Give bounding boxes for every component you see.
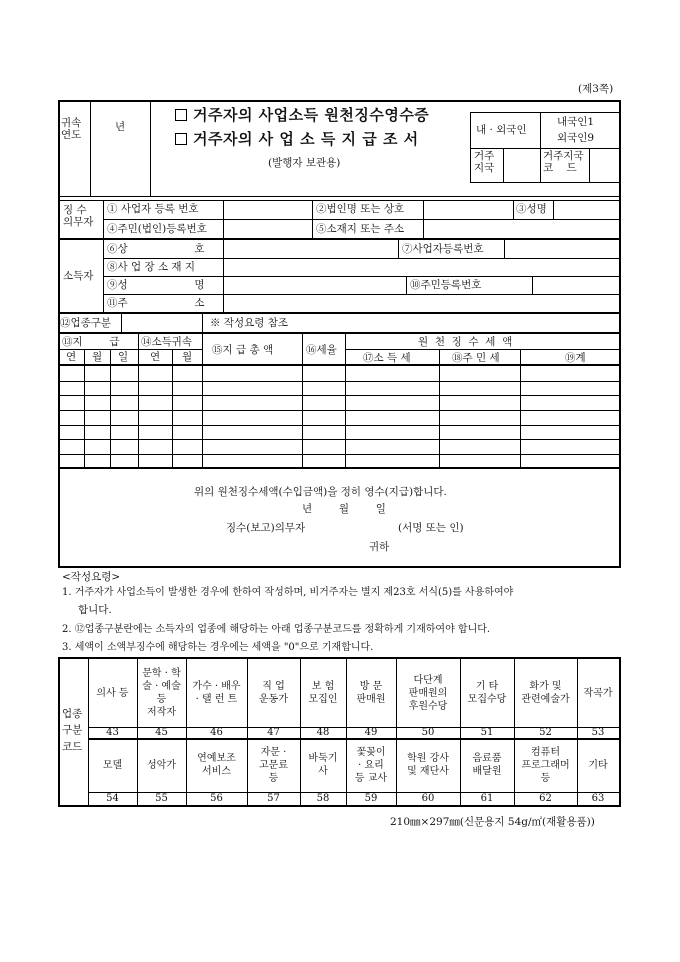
receipt-checkbox[interactable]: [175, 109, 187, 121]
earner-bizaddr-label: ⑧사 업 장 소 재 지: [107, 261, 196, 273]
confirm-recipient: 귀하: [369, 541, 390, 553]
frame-top: [58, 100, 621, 102]
industry-code: 54: [106, 793, 119, 804]
withholder-regno-label: ④주민(법인)등록번호: [107, 223, 207, 235]
industry-code: 46: [210, 727, 223, 738]
industry-code: 58: [316, 793, 330, 804]
industry-note: ※ 작성요령 참조: [210, 317, 289, 329]
withholder-address-label: ⑤소재지 또는 주소: [316, 223, 405, 235]
industry-code: 56: [210, 793, 223, 804]
form-footer: 210㎜×297㎜(신문용지 54g/㎡(재활용품)): [390, 816, 595, 828]
industry-name: 문학 · 학 술 · 예술 등 저작자: [142, 668, 181, 718]
confirm-date: 년 월 일: [302, 503, 386, 515]
withholder-bizno-label: ① 사업자 등록 번호: [107, 203, 199, 215]
instruction-2: 2. ⑫업종구분란에는 소득자의 업종에 해당하는 아래 업종구분코드를 정확하게 기재하여야 합니다.: [62, 624, 491, 635]
title-receipt[interactable]: 거주자의 사업소득 원천징수영수증: [175, 104, 429, 125]
industry-code: 61: [480, 793, 494, 804]
code-table-label: 업종 구분 코드: [62, 708, 83, 753]
withholder-name-label: ③성명: [516, 203, 547, 215]
col-day: 일: [118, 351, 129, 363]
withholder-corpname-label: ②법인명 또는 상호: [316, 203, 405, 215]
earner-address-label: ⑪주 소: [107, 297, 205, 309]
nationality-domestic[interactable]: 내국인1: [557, 116, 595, 128]
year-unit: 년: [115, 121, 126, 133]
col-income-period: ⑭소득귀속: [141, 336, 193, 348]
instruction-1: 1. 거주자가 사업소득이 발생한 경우에 한하여 작성하며, 비거주자는 별지 제23호 서식(5)를 사용하여야: [62, 587, 514, 598]
instructions-heading: <작성요령>: [62, 571, 121, 583]
industry-name: 바둑기 사: [308, 753, 338, 777]
industry-name: 연예보조 서비스: [197, 753, 236, 777]
col-local-tax: ⑱주 민 세: [452, 352, 500, 364]
col-total-amount: ⑮지 급 총 액: [212, 344, 274, 356]
industry-code: 43: [106, 727, 119, 738]
industry-code: 51: [480, 727, 494, 738]
nationality-label: 내 · 외국인: [476, 124, 527, 136]
col-month: 월: [92, 351, 103, 363]
industry-name: 성악가: [147, 759, 176, 771]
industry-name: 직 업 운동가: [259, 681, 288, 705]
col-payment-date: ⑬지 급: [62, 336, 120, 348]
residence-country-label: 거주 지국: [474, 150, 495, 175]
industry-name: 다단계 판매원의 후원수당: [408, 674, 448, 712]
industry-name: 모델: [102, 759, 123, 771]
industry-label: ⑫업종구분: [60, 317, 112, 329]
industry-name: 화가 및 관련예술가: [521, 681, 570, 705]
industry-code: 47: [267, 727, 280, 738]
industry-code: 57: [267, 793, 280, 804]
industry-code: 55: [155, 793, 168, 804]
nationality-foreign[interactable]: 외국인9: [557, 132, 595, 144]
industry-name: 작곡가: [583, 687, 613, 699]
statement-checkbox[interactable]: [175, 133, 187, 145]
earner-name-label: ⑨성 명: [107, 279, 205, 291]
industry-code: 48: [316, 727, 330, 738]
col-attr-month: 월: [182, 351, 193, 363]
earner-bizno-label: ⑦사업자등록번호: [402, 243, 484, 255]
earner-regno-label: ⑩주민등록번호: [410, 279, 482, 291]
industry-name: 기타: [588, 759, 608, 771]
residence-code-label: 거주지국 코 드: [543, 150, 584, 175]
industry-name: 꽃꽂이 · 요리 등 교사: [354, 746, 388, 784]
industry-name: 자문 · 고문료 등: [259, 746, 288, 784]
industry-code: 53: [591, 727, 605, 738]
industry-code: 59: [364, 793, 378, 804]
year-label: 귀속 연도: [61, 117, 82, 142]
title-statement[interactable]: 거주자의 사 업 소 득 지 급 조 서: [175, 128, 419, 149]
industry-name: 학원 강사 및 재단사: [407, 753, 449, 777]
industry-name: 보 험 모집인: [308, 681, 338, 705]
industry-code: 49: [364, 727, 378, 738]
col-withholding-tax: 원 천 징 수 세 액: [418, 336, 513, 348]
industry-name: 컴퓨터 프로그래머 등: [521, 746, 570, 784]
industry-code: 52: [539, 727, 552, 738]
industry-code: 45: [155, 727, 168, 738]
col-total: ⑲계: [565, 352, 586, 364]
industry-name: 음료품 배달원: [472, 753, 502, 777]
col-year: 연: [66, 351, 77, 363]
industry-code: 60: [421, 793, 435, 804]
industry-name: 가수 · 배우 · 탤 런 트: [192, 681, 241, 705]
col-attr-year: 연: [150, 351, 161, 363]
earner-tradename-label: ⑥상 호: [107, 243, 205, 255]
page-number: (제3쪽): [578, 83, 614, 95]
confirm-statement: 위의 원천징수세액(수입금액)을 정히 영수(지급)합니다.: [194, 486, 447, 498]
industry-name: 의사 등: [96, 687, 129, 699]
industry-name: 방 문 판매원: [356, 681, 386, 705]
confirm-signature: (서명 또는 인): [398, 522, 464, 534]
confirm-reporter: 징수(보고)의무자: [226, 522, 306, 534]
withholder-label: 징 수 의무자: [63, 204, 94, 229]
industry-code: 62: [539, 793, 552, 804]
earner-label: 소득자: [63, 270, 94, 282]
col-tax-rate: ⑯세율: [306, 344, 337, 356]
instruction-3: 3. 세액이 소액부징수에 해당하는 경우에는 세액을 "0"으로 기재합니다.: [62, 642, 374, 653]
subtitle: (발행자 보관용): [268, 157, 341, 169]
industry-code: 50: [421, 727, 435, 738]
instruction-1-cont: 합니다.: [78, 604, 112, 616]
industry-name: 기 타 모집수당: [467, 681, 507, 705]
industry-code: 63: [591, 793, 605, 804]
col-income-tax: ⑰소 득 세: [363, 352, 411, 364]
